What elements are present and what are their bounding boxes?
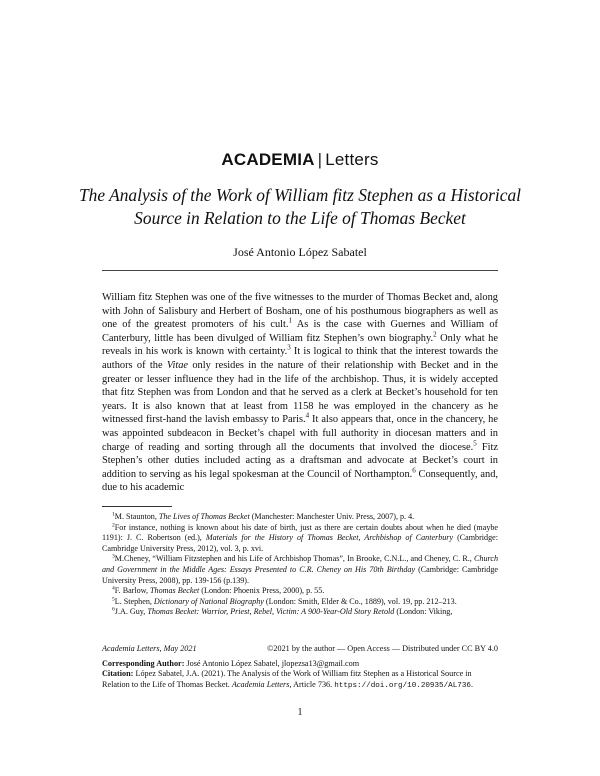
footnote-4: $^4$F. Barlow, Thomas Becket (London: Phoenix Press, 2000), p. 55. xyxy=(112,585,325,596)
footer-meta xyxy=(102,644,498,653)
footnote-ref-3[interactable]: 3 xyxy=(287,343,291,352)
footnote-ref-4[interactable]: 4 xyxy=(305,411,310,420)
footnote-ref-6[interactable]: 6 xyxy=(412,466,416,475)
footnote-ref-5[interactable]: 5 xyxy=(473,439,477,448)
footnote-divider xyxy=(102,506,172,507)
brand-name: ACADEMIA xyxy=(221,150,315,169)
corresponding-author: Corresponding Author: José Antonio López Sabatel, jlopezsa13@gmail.com xyxy=(102,659,360,668)
journal-issue: Academia Letters, May 2021 xyxy=(102,644,197,653)
license-notice: ©2021 by the author — Open Access — Distributed under CC BY 4.0 xyxy=(267,644,498,653)
footnote-3: $^3$M.Cheney, “William Fitzstephen and his Life of Archbishop Thomas”, In Brooke, C.N.L., and Cheney, C. R., Church and Government in the Middle Ages: Essays Presented to C.R. Cheney on His 70th Birthday (Cambridge: Cambridge University Press, 2008), pp. 139-156 (p.139). xyxy=(102,553,498,585)
citation: Citation: López Sabatel, J.A. (2021). The Analysis of the Work of William fitz Stephen as a Historical Source in Relation to the Life of Thomas Becket. Academia Letters, Article 736. https://doi.org/10.20935/AL736. xyxy=(102,669,473,690)
footer-citation-block xyxy=(102,659,498,691)
footnote-5: $^5$L. Stephen, Dictionary of National Biography (London: Smith, Elder & Co., 1889), vol. 19, pp. 212–213. xyxy=(112,596,457,606)
footnote-ref-2[interactable]: 2 xyxy=(433,330,437,339)
body-paragraph: William fitz Stephen was one of the five witnesses to the murder of Thomas Becket and, along with John of Salisbury and Herbert of Bosham, one of his posthumous biographers as well as one of the greatest promoters of his cult.$^1$ As is the case with Guernes and William of Canterbury, little has been divulged of William fitz Stephen’s own biography.$^2$ Only what he reveals in his work is known with certainty.$^3$ It is logical to think that the interest towards the authors of the Vitae only resides in the nature of their relationship with Becket and in the greater or lesser influence they had in the life of the archbishop. Thus, it is widely accepted that fitz Stephen was from London and that he served as a clerk at Becket’s household for ten years. It is also known that at least from 1158 he was employed in the chancery as he witnessed first-hand the lavish embassy to Paris.$^4$ It also appears that, once in the chancery, he was appointed subdeacon in Becket’s chapel with full authority in diocesan matters and in charge of reading and sorting through all the documents that involved the diocese.$^5$ Fitz Stephen’s other duties included acting as a draftsman and advocate at Becket’s court in addition to serving as his legal spokesman at the Council of Northampton.$^6$ Consequently, and, due to his academic xyxy=(102,292,498,494)
brand-sub: Letters xyxy=(325,150,379,169)
title-divider xyxy=(102,270,498,271)
footnote-ref-1[interactable]: 1 xyxy=(288,316,293,325)
paper-title: The Analysis of the Work of William fitz Stephen as a Historical Source in Relation to the Life of Thomas Becket xyxy=(78,185,521,228)
footnote-2: $^2$For instance, nothing is known about his date of birth, just as there are certain doubts about when he died (maybe 1191): J. C. Robertson (ed.), Materials for the History of Thomas Becket, Archbishop of Canterbury (Cambridge: Cambridge University Press, 2012), vol. 3, p. xvi. xyxy=(102,521,498,553)
brand-separator: | xyxy=(317,150,323,169)
page-number: 1 xyxy=(297,707,303,718)
footnote-6: $^6$J.A. Guy, Thomas Becket: Warrior, Priest, Rebel, Victim: A 900-Year-Old Story Retold (London: Viking, xyxy=(112,606,453,617)
footnote-1: $^1$M. Staunton, The Lives of Thomas Becket (Manchester: Manchester Univ. Press, 2007), p. 4. xyxy=(112,511,415,521)
academia-letters-logo xyxy=(0,150,600,170)
footnotes xyxy=(102,512,498,618)
doi-link[interactable]: https://doi.org/10.20935/AL736 xyxy=(334,681,471,690)
author-name: José Antonio López Sabatel xyxy=(233,245,367,259)
